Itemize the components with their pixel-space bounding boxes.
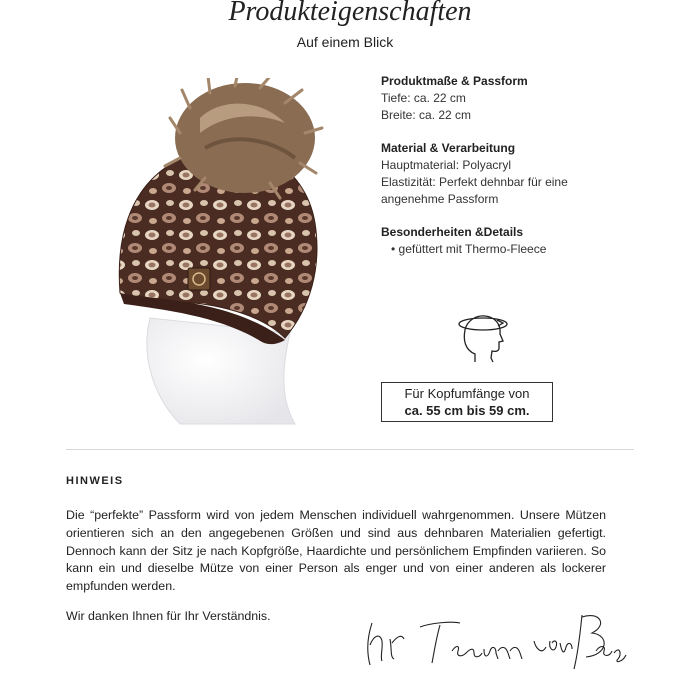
spec-elasticity: Elastizität: Perfekt dehnbar für eine angenehme Passform	[381, 175, 568, 206]
divider	[66, 449, 634, 450]
spec-details-title: Besonderheiten &Details	[381, 225, 524, 239]
signature	[360, 605, 630, 675]
page-title: Produkteigenschaften	[228, 0, 472, 27]
page-subtitle: Auf einem Blick	[296, 34, 394, 50]
spec-width: Breite: ca. 22 cm	[381, 108, 472, 122]
spec-material-title: Material & Verarbeitung	[381, 141, 516, 155]
thanks-text: Wir danken Ihnen für Ihr Verständnis.	[66, 609, 271, 623]
notice-text: Die “perfekte” Passform wird von jedem Menschen individuell wahrgenommen. Unsere Mützen orientieren sich an den angegebenen Größen und sind aus dehnbaren Materialien gefertigt. Dennoch kann der Sitz je nach Kopfgröße, Haardichte und persönlichem Empfinden variieren. So kann ein und dieselbe Mütze von einer Person als enger und von einer anderen als lockerer empfunden werden.	[66, 508, 606, 594]
beanie-illustration	[110, 78, 330, 428]
spec-dimensions	[381, 73, 681, 124]
fit-line-1: Für Kopfumfänge von	[404, 386, 530, 401]
spec-details	[381, 224, 681, 258]
product-image	[110, 78, 330, 428]
spec-depth: Tiefe: ca. 22 cm	[381, 91, 466, 105]
spec-dimensions-title: Produktmaße & Passform	[381, 74, 528, 88]
spec-main-material: Hauptmaterial: Polyacryl	[381, 158, 512, 172]
spec-detail-item: • gefüttert mit Thermo-Fleece	[391, 242, 547, 256]
head-circumference-icon	[455, 310, 515, 370]
head-size-box	[381, 382, 553, 422]
spec-list	[381, 73, 681, 274]
spec-material	[381, 140, 681, 208]
notice-title: HINWEIS	[66, 475, 124, 487]
fit-line-2: ca. 55 cm bis 59 cm.	[404, 403, 530, 418]
